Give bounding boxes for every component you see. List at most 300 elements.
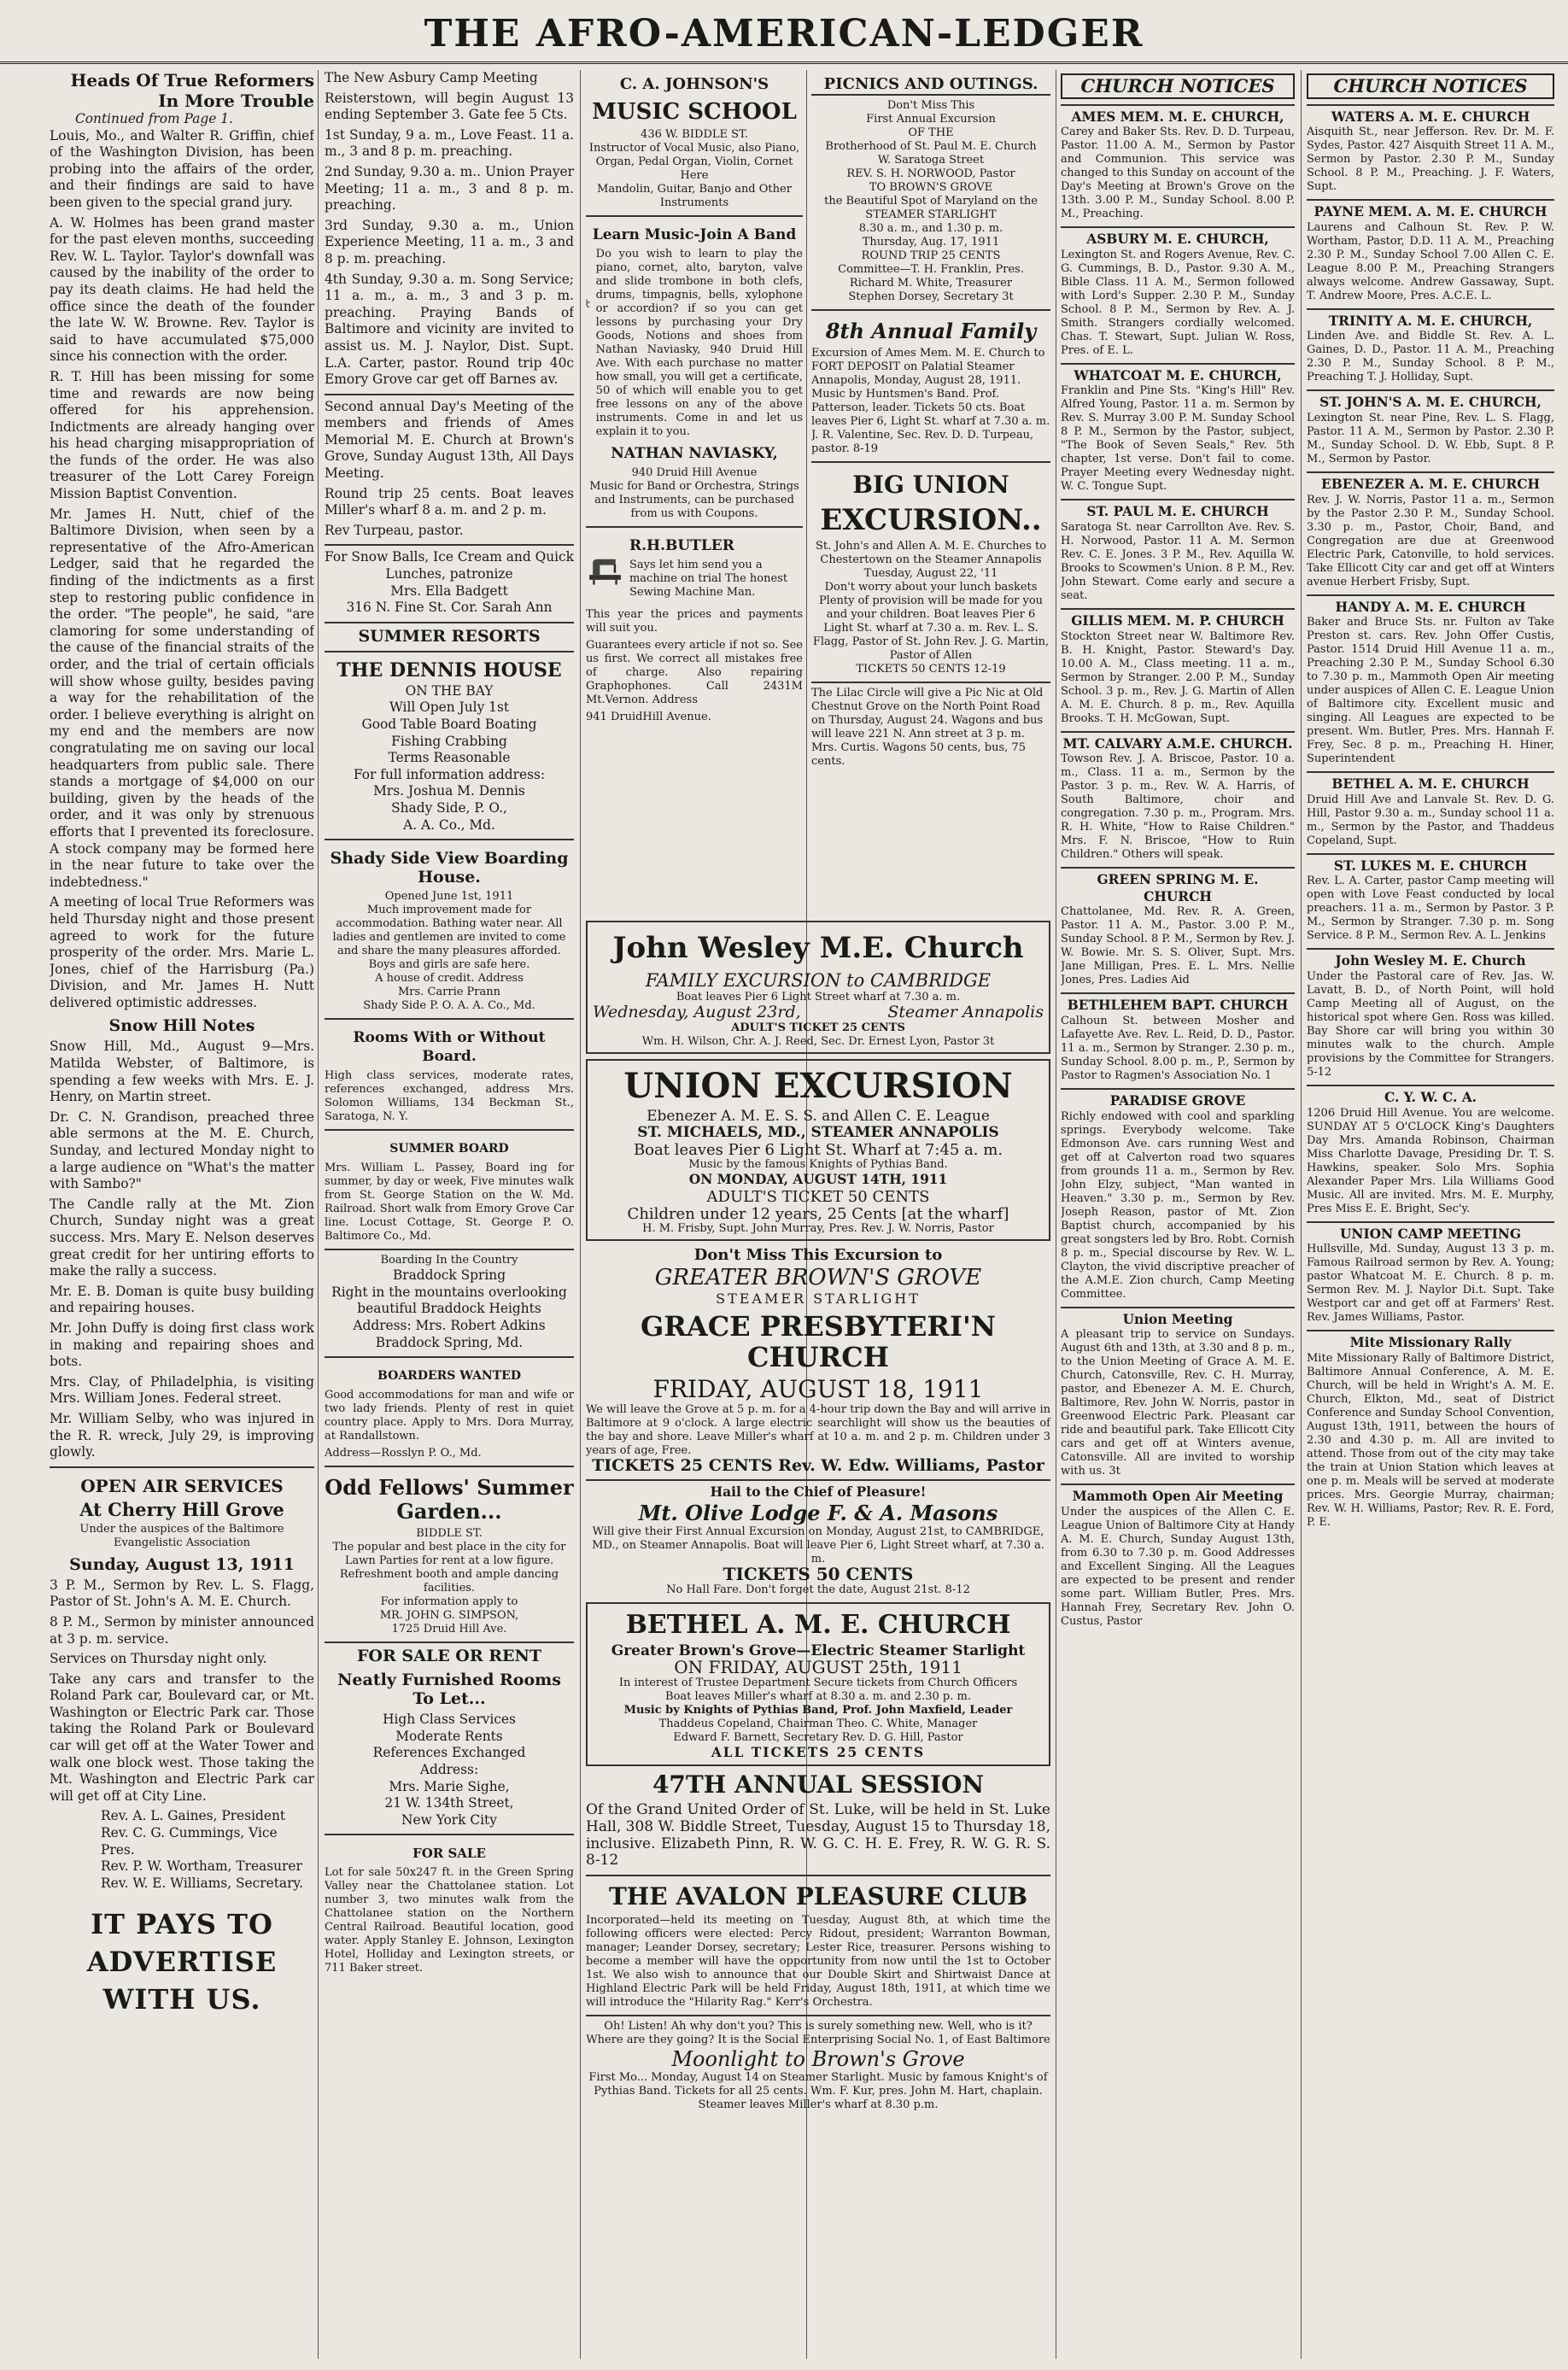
ad-line: Much improvement made for accommodation. Bathing water near. All ladies and gentlemen are invited to come and share the many pleasures afforded. <box>332 904 566 958</box>
ad-officers: Wm. H. Wilson, Chr. A. J. Reed, Sec. Dr. Ernest Lyon, Pastor 3t <box>641 1034 995 1048</box>
moonlight-ad <box>586 2015 1050 2112</box>
ad-line: Terms Reasonable <box>388 750 511 766</box>
dennis-house-ad <box>325 651 574 834</box>
mt-olive-ad <box>586 1479 1050 1596</box>
ad-body <box>325 1267 574 1351</box>
column-6 <box>1307 70 1554 2359</box>
ad-title: BETHEL A. M. E. CHURCH <box>625 1609 1011 1640</box>
grace-presbyterian-ad <box>586 1246 1050 1474</box>
ad-title: C. A. JOHNSON'S <box>619 75 769 93</box>
ad-body: Excursion of Ames Mem. M. E. Church to FORT DEPOSIT on Palatial Steamer Annapolis, Monday, August 28, 1911. Music by Huntsmen's Band. Prof. Patterson, leader. Tickets 50 cts. Boat leaves Pier 6, Light St. wharf at 7.30 a. m. J. R. Valentine, Sec. Rev. D. D. Turpeau, pastor. 8-19 <box>811 347 1050 455</box>
ad-line: Here <box>680 169 709 182</box>
ad-line: For Snow Balls, Ice Cream and Quick Lunches, patronize <box>325 549 574 582</box>
church-name: PAYNE MEM. A. M. E. CHURCH <box>1313 204 1548 220</box>
asbury-camp-notice <box>325 70 574 389</box>
ad-line: Fishing Crabbing <box>391 733 507 749</box>
ad-title: FOR SALE <box>412 1846 486 1862</box>
ad-line: STEAMER STARLIGHT <box>865 208 997 221</box>
article-body <box>50 1039 314 1460</box>
column-rule <box>1301 70 1302 2359</box>
ad-name: EXCURSION.. <box>820 503 1042 537</box>
ad-line: New York City <box>401 1811 497 1828</box>
church-notice-text: Saratoga St. near Carrollton Ave. Rev. S. H. Norwood, Pastor. 11 A. M. Sermon Rev. C. E. Jones. 3 P. M., Rev. Aquilla W. Brooks to Scowmen's Union. 8 P. M., Rev. John Stewart. Come early and secure a seat. <box>1061 520 1295 602</box>
notice-subtitle: At Cherry Hill Grove <box>79 1498 284 1520</box>
ad-name: NATHAN NAVIASKY, <box>611 445 778 462</box>
summer-resorts-header: SUMMER RESORTS <box>325 622 574 646</box>
ad-body <box>325 1069 574 1124</box>
church-name: EBENEZER A. M. E. CHURCH <box>1320 476 1541 492</box>
ad-line: Address: Mrs. Robert Adkins <box>353 1317 546 1333</box>
officer-line: Rev. A. L. Gaines, President <box>101 1808 286 1824</box>
paragraph: Snow Hill, Md., August 9—Mrs. Matilda Webster, of Baltimore, is spending a few weeks with Mrs. E. J. Henry, on Martin street. <box>50 1039 314 1105</box>
ad-date: Wednesday, August 23rd, <box>593 1003 801 1021</box>
ad-line: For full information address: <box>353 766 546 782</box>
advertise-footer <box>50 1905 314 2018</box>
church-notice-text: Rev. J. W. Norris, Pastor 11 a. m., Sermon by the Pastor 2.30 P. M., Sunday School. 3.30 p. m., Pastor, Choir, Band, and Congregation are due at Greenwood Electric Park, Catonville, to hold services. Take Ellicott City car and get off at Winters avenue Herbert Frisby, Supt. <box>1307 493 1554 588</box>
ad-title: SUMMER BOARD <box>389 1142 509 1156</box>
ad-line: Brotherhood of St. Paul M. E. Church <box>825 140 1037 153</box>
ad-line: Music by Knights of Pythias Band, Prof. John Maxfield, Leader <box>623 1703 1013 1717</box>
church-name: AMES MEM. M. E. CHURCH, <box>1071 108 1284 125</box>
ad-line: Address: <box>419 1761 479 1777</box>
ad-line: Braddock Spring, Md. <box>375 1334 524 1350</box>
footer-line: WITH US. <box>102 1983 261 2016</box>
church-name: WHATCOAT M. E. CHURCH, <box>1074 367 1282 383</box>
church-name: BETHEL A. M. E. CHURCH <box>1331 776 1530 793</box>
ad-tickets: TICKETS 50 CENTS <box>723 1563 914 1584</box>
article-body <box>50 128 314 1012</box>
ad-line: This year the prices and payments will suit you. <box>586 608 803 635</box>
ad-line: Richard M. White, Treasurer <box>849 277 1013 290</box>
bethel-ad <box>586 1602 1050 1767</box>
church-name: UNION CAMP MEETING <box>1339 1226 1522 1242</box>
notice-line: 2nd Sunday, 9.30 a. m.. Union Prayer Meeting; 11 a. m., 3 and 8 p. m. preaching. <box>325 163 574 214</box>
column-rule <box>580 70 581 2359</box>
notice-line: 4th Sunday, 9.30 a. m. Song Service; 11 a. m., a. m., 3 and 3 p. m. preaching. Praying Bands of Baltimore and vicinity are invited to assist us. M. J. Naylor, Dist. Supt. L.A. Carter, pastor. Round trip 40c Emory Grove car get off Barnes av. <box>325 271 574 388</box>
ad-line: Braddock Spring <box>392 1267 506 1284</box>
ad-date: FRIDAY, AUGUST 18, 1911 <box>652 1374 984 1403</box>
ad-line: W. Saratoga Street <box>877 154 985 167</box>
lot-for-sale-ad <box>325 1834 574 1975</box>
ad-line: ON THE BAY <box>405 682 494 699</box>
church-notice <box>1307 948 1554 1080</box>
paragraph: Mr. William Selby, who was injured in the R. R. wreck, July 29, is improving glowly. <box>50 1410 314 1460</box>
church-notice <box>1061 992 1295 1083</box>
ad-line: Instructor of Vocal Music, also Piano, Organ, Pedal Organ, Violin, Cornet <box>588 142 800 168</box>
ad-line: St. John's and Allen A. M. E. Churches to <box>815 540 1047 553</box>
ad-title: 8th Annual Family <box>825 319 1037 343</box>
column-1 <box>50 70 314 2359</box>
notice-title: OPEN AIR SERVICES <box>80 1475 284 1496</box>
ad-music: Music by the famous Knights of Pythias Band. <box>688 1158 948 1172</box>
paragraph: Mr. E. B. Doman is quite busy building and repairing houses. <box>50 1283 314 1316</box>
column-rule <box>318 70 319 2359</box>
ad-line: Stephen Dorsey, Secretary 3t <box>848 290 1014 303</box>
lilac-circle-notice: The Lilac Circle will give a Pic Nic at Old Chestnut Grove on the North Point Road on Thursday, August 24. Wagons and bus will leave 221 N. Ann street at 3 p. m. Mrs. Curtis. Wagons 50 cents, bus, 75 cents. <box>811 682 1050 769</box>
ad-title: BOARDERS WANTED <box>377 1369 521 1384</box>
church-name: BETHLEHEM BAPT. CHURCH <box>1067 998 1289 1014</box>
ad-body <box>325 1162 574 1244</box>
church-notice <box>1307 471 1554 589</box>
ad-footer: No Hall Fare. Don't forget the date, August 21st. 8-12 <box>666 1583 970 1596</box>
ad-line: Good Table Board Boating <box>361 717 537 732</box>
church-name: TRINITY A. M. E. CHURCH, <box>1328 313 1533 329</box>
avalon-club-notice <box>586 1875 1050 2010</box>
ad-tickets: TICKETS 25 CENTS Rev. W. Edw. Williams, Pastor <box>592 1455 1044 1475</box>
church-notice-text: Stockton Street near W. Baltimore Rev. B. H. Knight, Pastor. Steward's Day. 10.00 A. M., Class meeting. 11 a. m., Sermon by Stranger. 2.00 P. M., Sunday School. 3 p. m., Rev. J. G. Martin of Allen A. M. E. Church. 8 p. m., Rev. Aquilla Brooks. T. H. McGowan, Supt. <box>1061 629 1295 725</box>
ad-line: 1725 Druid Hill Ave. <box>391 1623 507 1636</box>
ad-line: 21 W. 134th Street, <box>384 1795 514 1811</box>
ad-lead: Hail to the Chief of Pleasure! <box>710 1484 927 1501</box>
ad-line: Boat leaves Pier 6 Light Street wharf at 7.30 a. m. <box>676 991 961 1004</box>
ad-title: Odd Fellows' Summer Garden... <box>325 1475 574 1524</box>
ad-line: Opened June 1st, 1911 <box>384 890 514 904</box>
ad-date: ON MONDAY, AUGUST 14TH, 1911 <box>688 1172 948 1188</box>
ad-line: Will Open July 1st <box>389 699 510 716</box>
column-5 <box>1061 70 1295 2359</box>
paragraph: A meeting of local True Reformers was held Thursday night and those present agreed to work for the future prosperity of the order. Mrs. Marie L. Jones, chief of the Harrisburg (Pa.) Division, and Mr. James H. Nutt delivered optimistic addresses. <box>50 894 314 1010</box>
church-notice-text: Linden Ave. and Biddle St. Rev. A. L. Gaines, D. D., Pastor. 11 A. M., Preaching 2.30 P. M., Sunday School. 8 P. M., Preaching T. J. Holliday, Supt. <box>1307 330 1554 384</box>
ad-officers: H. M. Frisby, Supt. John Murray, Pres. Rev. J. W. Norris, Pastor <box>642 1222 994 1236</box>
church-name: GILLIS MEM. M. P. CHURCH <box>1071 612 1284 629</box>
column-4 <box>811 70 1050 916</box>
ad-line: Guarantees every article if not so. See us first. We correct all mistakes free of charge. Also repairing Graphophones. Call 2431M Mt.Vernon. Address <box>586 639 803 706</box>
ad-body <box>586 608 803 724</box>
paragraph: Mr. James H. Nutt, chief of the Baltimore Division, when seen by a representative of the Afro-American Ledger, said that he regarded the finding of the indictments as a first step to restoring public confidence in the order. "The people", he said, "are clamoring for some understanding of the cause of the financial straits of the order, and the trial of certain officials will show whose guilty, besides paving a way for the rehabilitation of the order. I believe everything is alright on my end and the members are now congratulating me on saving our local headquarters from public sale. There stands a mortgage of $4,000 on our building, given by the heads of the order, and it was only by strenuous efforts that I prevented its foreclosure. A stock company may be formed here in the near future to take over the indebtedness." <box>50 506 314 890</box>
notice-line: Reisterstown, will begin August 13 ending September 3. Gate fee 5 Cts. <box>325 90 574 123</box>
ad-line: the Beautiful Spot of Maryland on the <box>824 195 1038 208</box>
excursion-ads <box>586 916 1050 2112</box>
notice-title: THE AVALON PLEASURE CLUB <box>608 1881 1028 1911</box>
paragraph: Dr. C. N. Grandison, preached three able sermons at the M. E. Church, Sunday, and lectured Monday night to a large audience on "What's the matter with Sambo?" <box>50 1109 314 1192</box>
notice-line: The New Asbury Camp Meeting <box>325 70 538 85</box>
odd-fellows-ad <box>325 1466 574 1636</box>
family-excursion-ad <box>811 309 1050 456</box>
ad-boat: Boat leaves Pier 6 Light St. Wharf at 7:45 a. m. <box>633 1140 1003 1159</box>
notice-line: Rev Turpeau, pastor. <box>325 522 464 538</box>
ad-line: Music for Band or Orchestra, Strings and Instruments, can be purchased from us with Coupons. <box>589 480 799 520</box>
church-notice <box>1307 389 1554 466</box>
church-notice <box>1061 499 1295 603</box>
paragraph: Mrs. Clay, of Philadelphia, is visiting Mrs. William Jones. Federal street. <box>50 1373 314 1407</box>
ad-body: Do you wish to learn to play the piano, cornet, alto, baryton, valve and slide trombone in both clefs, drums, timpagnis, bells, xylophone or accordion? if so you can get lessons by purchasing your Dry Goods, Notions and shoes from Nathan Naviasky, 940 Druid Hill Ave. With each purchase no matter how small, you will get a certificate, 50 of which will enable you to get free lessons on any of the above instruments. Come in and let us explain it to you. <box>595 248 803 438</box>
ad-title: Shady Side View Boarding House. <box>330 849 569 887</box>
ad-line: Shady Side, P. O., <box>391 799 507 816</box>
ad-subtitle: Greater Brown's Grove—Electric Steamer Starlight <box>611 1641 1026 1659</box>
paragraph: A. W. Holmes has been grand master for the past eleven months, succeeding Rev. W. L. Taylor. Taylor's downfall was caused by the inability of the order to pay its death claims. He had held the office since the death of the founder the late W. W. Browne. Rev. Taylor is said to have accumulated $75,000 since his connection with the order. <box>50 214 314 365</box>
ad-line: Mrs. Marie Sighe, <box>389 1778 510 1794</box>
paragraph: Mr. John Duffy is doing first class work in making and repairing shoes and bots. <box>50 1320 314 1370</box>
officer-line: Rev. P. W. Wortham, Treasurer <box>101 1858 302 1875</box>
ad-line: BIDDLE ST. <box>416 1527 483 1541</box>
ad-line: 8.30 a. m., and 1.30 p. m. <box>858 222 1003 235</box>
paragraph: Take any cars and transfer to the Roland Park car, Boulevard car, or Mt. Washington or Electric Park car. Those taking the Roland Park or Boulevard car will get off at the Water Tower and walk one block west. Those taking the Mt. Washington and Electric Park car will get off at City Line. <box>50 1671 314 1804</box>
notice-officers <box>101 1808 314 1892</box>
ad-children: Children under 12 years, 25 Cents [at the wharf] <box>627 1204 1009 1223</box>
church-name: HANDY A. M. E. CHURCH <box>1335 599 1526 615</box>
column-2 <box>325 70 574 2359</box>
ad-title: Learn Music-Join A Band <box>592 226 797 243</box>
ad-lead: Oh! Listen! Ah why don't you? This is surely something new. Well, who is it? Where are they going? It is the Social Enterprising Social No. 1, of East Baltimore <box>586 2019 1050 2046</box>
ad-body: Says let him send you a machine on trial The honest Sewing Machine Man. <box>629 559 788 599</box>
ad-title: UNION EXCURSION <box>623 1065 1013 1106</box>
ad-line: Mrs. Carrie Prann <box>397 986 501 999</box>
music-school-ad <box>586 75 803 210</box>
ad-line: First Annual Excursion <box>866 113 996 126</box>
open-air-services-notice <box>50 1466 314 1893</box>
church-name: Union Meeting <box>1122 1311 1233 1327</box>
church-name: ST. PAUL M. E. CHURCH <box>1086 504 1269 520</box>
ad-line: For information apply to <box>380 1595 518 1609</box>
church-name: GREEN SPRING M. E. CHURCH <box>1097 872 1259 904</box>
brotherhood-excursion-ad <box>811 99 1050 304</box>
ad-line: Right in the mountains overlooking beautiful Braddock Heights <box>331 1284 567 1317</box>
learn-music-ad <box>586 215 803 521</box>
church-notice-text: A pleasant trip to service on Sundays. August 6th and 13th, at 3.30 and 8 p. m., to the Union Meeting of Grace A. M. E. Church, Catonsville, Rev. C. H. Murray, pastor, and Ebenezer A. M. E. Church, Baltimore, Rev. John W. Norris, pastor in Greenwood Electric Park. Pleasant car ride and beautiful park. Take Ellicott City cars and get off at Winters avenue, Catonsville. All are invited to worship with us. 3t <box>1061 1328 1295 1478</box>
for-sale-header: FOR SALE OR RENT <box>325 1641 574 1665</box>
ad-body <box>586 128 803 210</box>
church-name: Mammoth Open Air Meeting <box>1072 1489 1284 1505</box>
ad-line: TICKETS 50 CENTS 12-19 <box>856 663 1006 676</box>
church-notice-text: Chattolanee, Md. Rev. R. A. Green, Pastor. 11 A. M., Pastor. 3.00 P. M., Sunday School. 8 P. M., Sermon by Rev. J. W. Bowie. Mr. S. S. Oliver, Supt. Mrs. Jane Milligan, Pres. E. L. Mrs. Nellie Jones, Pres. Ladies Aid <box>1061 905 1295 987</box>
ad-line: Boat leaves Miller's wharf at 8.30 a. m. and 2.30 p. m. <box>665 1689 971 1703</box>
john-wesley-ad <box>586 921 1050 1054</box>
ad-ticket: ADULT'S TICKET 25 CENTS <box>731 1021 905 1034</box>
footer-line: ADVERTISE <box>86 1946 278 1979</box>
church-notice <box>1061 608 1295 726</box>
ad-title: Mt. Olive Lodge F. & A. Masons <box>638 1500 998 1525</box>
ad-line: High class services, moderate rates, references exchanged, address Mrs. Solomon Williams, 134 Beckman St., Saratoga, N. Y. <box>325 1069 574 1124</box>
ad-line: Edward F. Barnett, Secretary Rev. D. G. Hill, Pastor <box>673 1730 963 1744</box>
ad-line: Address—Rosslyn P. O., Md. <box>325 1447 482 1460</box>
church-notice-list <box>1061 104 1295 1629</box>
church-notice-text: Calhoun St. between Mosher and Lafayette Ave. Rev. L. Reid, D. D., Pastor. 11 a. m., Sermon by Stranger. 2.30 p. m., Sunday School. 8.00 p. m., P., Sermon by Pastor to Ragmen's Association No. 1 <box>1061 1014 1295 1082</box>
church-notice-text: Druid Hill Ave and Lanvale St. Rev. D. G. Hill, Pastor 9.30 a. m., Sunday school 11 a. m., Sermon by the Pastor, and Thaddeus Copeland, Supt. <box>1307 793 1554 847</box>
ad-date: ON FRIDAY, AUGUST 25th, 1911 <box>674 1657 962 1678</box>
church-notice <box>1307 853 1554 944</box>
ad-line: REV. S. H. NORWOOD, Pastor <box>846 167 1015 180</box>
church-notice-text: Mite Missionary Rally of Baltimore District, Baltimore Annual Conference, A. M. E. Church, will be held in Wright's A. M. E. Church, Elkton, Md., seat of District Conference and Sunday School Convention, August 13th, 1911, between the hours of 2.30 and 4.30 p. m. All are invited to attend. Those from out of the city may take the train at Union Station which leaves at one p. m. Meals will be served at moderate prices. Mrs. Georgie Murray, chairman; Rev. W. H. Williams, Pastor; Rev. R. E. Ford, P. E. <box>1307 1351 1554 1529</box>
church-notice <box>1061 1483 1295 1629</box>
ad-line: Thaddeus Copeland, Chairman Theo. C. White, Manager <box>658 1717 978 1730</box>
ad-body <box>811 540 1050 676</box>
church-name: PARADISE GROVE <box>1109 1092 1246 1109</box>
braddock-ad <box>325 1249 574 1351</box>
notice-line: Round trip 25 cents. Boat leaves Miller's wharf 8 a. m. and 2 p. m. <box>325 485 574 518</box>
church-notice-text: Richly endowed with cool and sparkling springs. Everybody welcome. Take Edmonson Ave. cars running West and get off at Calverton road two squares from grounds 11 a. m., Sermon by Rev. John Elzy, subject, "Man wanted in Heaven." 3.30 p. m., Sermon by Rev. Joseph Reason, pastor of Mt. Zion Baptist church, accompanied by his great songsters led by Bro. Robt. Cornish 8 p. m., Special discourse by Rev. W. L. Clayton, the vivid discriptive preacher of the A.M.E. Zion church, Camp Meeting Committee. <box>1061 1109 1295 1301</box>
sewing-machine-icon <box>586 531 624 608</box>
church-name: ST. LUKES M. E. CHURCH <box>1333 857 1528 874</box>
article-headline: Snow Hill Notes <box>108 1016 255 1036</box>
snowballs-ad <box>325 544 574 616</box>
paragraph: 3 P. M., Sermon by Rev. L. S. Flagg, Pastor of St. John's A. M. E. Church. <box>50 1577 314 1610</box>
church-notice-text: Baker and Bruce Sts. nr. Fulton av Take Preston st. cars. Rev. John Offer Custis, Pastor. 1514 Druid Hill Avenue 11 a. m., Preaching 2.30 P. M., Sunday School 6.30 to 7.30 p. m., Mammoth Open Air meeting under auspices of Allen C. E. League Union of Baltimore city. Excellent music and singing. All Leagues are expected to be present. Wm. Butler, Pres. Mrs. Hannah F. Frey, Sec. 8 p. m., Preaching H. Hiner, Superintendent <box>1307 616 1554 766</box>
ad-line: Lot for sale 50x247 ft. in the Green Spring Valley near the Chattolanee station. Lot number 3, two minutes walk from the Chattolanee station on the Northern Central Railroad. Beautiful location, good water. Apply Stanley E. Johnson, Lexington Hotel, Holliday and Lexington streets, or 711 Baker street. <box>325 1866 574 1975</box>
ad-body <box>325 1527 574 1636</box>
church-name: MT. CALVARY A.M.E. CHURCH. <box>1062 735 1293 752</box>
ad-line: Mrs. Ella Badgett <box>390 582 508 599</box>
ad-line: A house of credit. Address <box>375 972 524 986</box>
ad-title: Boarding In the Country <box>380 1254 518 1267</box>
boarders-ad <box>325 1356 574 1460</box>
ad-title: Neatly Furnished Rooms To Let... <box>337 1671 561 1709</box>
paragraph: R. T. Hill has been missing for some time and rewards are now being offered for his apprehension. Indictments are already hanging over his head charging misappropriation of the funds of the order. He was also treasurer of the Lott Carey Foreign Mission Baptist Convention. <box>50 368 314 502</box>
church-notice <box>1307 199 1554 303</box>
officer-line: Rev. C. G. Cummings, Vice Pres. <box>101 1825 278 1858</box>
ad-line: OF THE <box>908 126 954 139</box>
ad-line: 941 DruidHill Avenue. <box>586 711 711 723</box>
column-3 <box>586 70 803 916</box>
notice-line: Second annual Day's Meeting of the members and friends of Ames Memorial M. E. Church at Brown's Grove, Sunday August 13th, All Days Meeting. <box>325 398 574 482</box>
article-headline: Heads Of True Reformers In More Trouble <box>70 70 314 111</box>
ad-line: References Exchanged <box>372 1745 526 1761</box>
church-notice <box>1061 104 1295 222</box>
church-notice <box>1307 104 1554 195</box>
ad-line: Moderate Rents <box>395 1728 503 1744</box>
ad-body: We will leave the Grove at 5 p. m. for a 4-hour trip down the Bay and will arrive in Baltimore at 9 o'clock. A large electric searchlight will show us the beauties of the bay and shore. Leave Miller's wharf at 10 a. m. and 2 p. m. Children under 3 years of age, Free. <box>586 1402 1050 1457</box>
ad-title: BIG UNION <box>852 471 1009 499</box>
cornet-icon <box>586 248 591 359</box>
ad-title: THE DENNIS HOUSE <box>336 658 562 682</box>
notice-body: Of the Grand United Order of St. Luke, will be held in St. Luke Hall, 308 W. Biddle Street, Tuesday, August 15 to Thursday 18, inclusive. Elizabeth Pinn, R. W. G. C. H. E. Frey, R. W. G. R. S. 8-12 <box>586 1801 1050 1870</box>
church-name: WATERS A. M. E. CHURCH <box>1331 108 1530 125</box>
ad-date-row <box>593 1004 1044 1021</box>
notice-title: 47TH ANNUAL SESSION <box>652 1770 985 1799</box>
notice-line: 1st Sunday, 9 a. m., Love Feast. 11 a. m., 3 and 8 p. m. preaching. <box>325 126 574 160</box>
church-notice <box>1061 731 1295 863</box>
masthead <box>0 0 1568 64</box>
ad-line: Chestertown on the Steamer Annapolis <box>820 553 1042 566</box>
church-notice-text: Lexington St. and Rogers Avenue, Rev. C. G. Cummings, B. D., Pastor. 9.30 A. M., Bible Class. 11 A. M., Sermon followed with Lord's Supper. 2.30 P. M., Sunday School. 8 P. M., Sermon by Rev. A. J. Smith. Strangers cordially welcomed. Chas. T. Stewart, Supt. Julian W. Ross, Pres. of E. L. <box>1061 248 1295 357</box>
ad-line: Thursday, Aug. 17, 1911 <box>862 236 1000 249</box>
church-notice-text: Under the Pastoral care of Rev. Jas. W. Lavatt, B. D., of North Point, will hold Camp Meeting all of August, on the historical spot where Gen. Ross was killed. Bay Shore car will bring you within 30 minutes walk to the church. Ample provisions by the Committee for Strangers. 5-12 <box>1307 969 1554 1079</box>
big-union-ad <box>811 461 1050 676</box>
ad-line: Good accommodations for man and wife or two lady friends. Plenty of rest in quiet country place. Apply to Mrs. Dora Murray, at Randallstown. <box>325 1389 574 1443</box>
ad-body: Will give their First Annual Excursion on Monday, August 21st, to CAMBRIDGE, MD., on Steamer Annapolis. Boat will leave Pier 6, Light Street wharf, at 7.30 a. m. <box>592 1524 1044 1565</box>
church-notice <box>1061 1088 1295 1302</box>
shady-side-ad <box>325 839 574 1013</box>
ad-body <box>325 1712 574 1829</box>
church-notices-header: CHURCH NOTICES <box>1307 73 1554 99</box>
ad-name: MUSIC SCHOOL <box>592 99 797 125</box>
church-notice <box>1307 594 1554 767</box>
ad-body <box>325 890 574 1013</box>
ad-grove: GREATER BROWN'S GROVE <box>654 1265 982 1291</box>
ad-line: The popular and best place in the city for Lawn Parties for rent at a low figure. Refreshment booth and ample dancing facilities. <box>332 1541 566 1595</box>
ad-body <box>325 683 574 834</box>
church-notice-text: Towson Rev. J. A. Briscoe, Pastor. 10 a. m., Class. 11 a. m., Sermon by the Pastor. 3 p. m., Rev. W. A. Harris, of South Baltimore, choir and congregation. 7.30 p. m., Program. Mrs. R. H. White, "How to Raise Children." Mrs. F. N. Briscoe, "How to Ruin Children." Others will speak. <box>1061 752 1295 862</box>
ad-body <box>586 2071 1050 2112</box>
ad-title: Rooms With or Without Board. <box>353 1029 546 1066</box>
ad-line: A. A. Co., Md. <box>403 816 495 833</box>
ad-body <box>325 1389 574 1460</box>
ad-line: Mrs. Joshua M. Dennis <box>373 783 525 799</box>
ad-steamer: STEAMER STARLIGHT <box>716 1290 921 1308</box>
ad-line: Tuesday, August 22, '11 <box>863 567 998 580</box>
church-notice-text: Franklin and Pine Sts. "King's Hill" Rev. Alfred Young, Pastor. 11 a. m. Sermon by Rev. S. Murray 3.00 P. M. Sunday School 8 P. M., Sermon by the Pastor, subject, "The Book of Seven Seals," Rev. 5th chapter, 1st verse. Don't fail to come. Prayer Meeting every Wednesday night. W. C. Tongue Supt. <box>1061 384 1295 494</box>
church-notice-text: Hullsville, Md. Sunday, August 13 3 p. m. Famous Railroad sermon by Rev. A. Young; pastor Whatcoat M. E. Church. 8 p. m. Sermon Rev. M. J. Naylor Di.t. Supt. Take Westport car and get off at Farmers' Rest. Rev. James Williams, Pastor. <box>1307 1243 1554 1325</box>
ad-line: 436 W. BIDDLE ST. <box>641 128 748 141</box>
church-notice <box>1307 771 1554 848</box>
ad-line: Shady Side P. O. A. A. Co., Md. <box>363 999 535 1013</box>
ad-title: John Wesley M.E. Church <box>612 931 1024 965</box>
church-notice-text: Laurens and Calhoun St. Rev. P. W. Wortham, Pastor, D.D. 11 A. M., Preaching 2.30 P. M., Sunday School 7.00 Allen C. E. League 8.00 P. M., Preaching Strangers always welcome. Andrew Gassaway, Supt. T. Andrew Moore, Pres. A.C.E. L. <box>1307 220 1554 302</box>
notice-date: Sunday, August 13, 1911 <box>69 1554 295 1574</box>
church-notice <box>1061 867 1295 987</box>
rooms-ad <box>325 1018 574 1124</box>
ad-line: Mrs. William L. Passey, Board ing for summer, by day or week, Five minutes walk from St. George Station on the W. Md. Railroad. Short walk from Emory Grove Car line. Locust Cottage, St. George P. O. Baltimore Co., Md. <box>325 1162 574 1244</box>
church-notice-text: Carey and Baker Sts. Rev. D. D. Turpeau, Pastor. 11.00 A. M., Sermon by Pastor and Communion. This service was changed to this Sunday on account of the Day's Meeting at Brown's Grove on the 13th. 3.00 P. M., Sunday School. 8.00 P. M., Preaching. <box>1061 126 1295 221</box>
church-name: John Wesley M. E. Church <box>1335 953 1526 969</box>
section-header: PICNICS AND OUTINGS. <box>811 75 1050 96</box>
ad-line: Don't worry about your lunch baskets Plenty of provision will be made for you and your children. Boat leaves Pier 6 Light St. wharf at 7.30 a. m. Rev. L. S. Flagg, Pastor of St. John Rev. J. G. Martin, Pastor of Allen <box>812 581 1050 662</box>
church-notice <box>1061 1307 1295 1479</box>
church-notice <box>1307 1330 1554 1530</box>
footer-line: IT PAYS TO <box>91 1908 273 1941</box>
ad-line: Boys and girls are safe here. <box>368 958 530 972</box>
church-name: ASBURY M. E. CHURCH, <box>1086 231 1269 248</box>
ad-title: Moonlight to Brown's Grove <box>671 2046 965 2071</box>
newspaper-title: THE AFRO-AMERICAN-LEDGER <box>424 12 1144 56</box>
notice-body: Incorporated—held its meeting on Tuesday, August 8th, at which time the following officers were elected: Percy Ridout, president; Warranton Bowman, manager; Leander Dorsey, secretary; Lester Rice, treasurer. Persons wishing to become a member will have the opportunity from now until the 1st to October 1st. We also wish to announce that our Double Skirt and Shirtwaist Dance at Highland Electric Park will be held Friday, August 18th, 1911, at which time we will introduce the "Hilarity Rag." Kerr's Orchestra. <box>586 1913 1050 2009</box>
church-notice-list <box>1307 104 1554 1530</box>
ad-line: Committee—T. H. Franklin, Pres. <box>838 263 1024 276</box>
notice-line: 3rd Sunday, 9.30 a. m., Union Experience Meeting, 11 a. m., 3 and 8 p. m. preaching. <box>325 217 574 266</box>
church-notices-header: CHURCH NOTICES <box>1061 73 1295 99</box>
ad-subtitle: FAMILY EXCURSION to CAMBRIDGE <box>645 970 992 991</box>
notice-body <box>50 1577 314 1805</box>
church-notice-text: Aisquith St., near Jefferson. Rev. Dr. M. F. Sydes, Pastor. 427 Aisquith Street 11 A. M., Sermon by Pastor. 2.30 P. M., Sunday School. 8 P. M., Preaching. J. F. Waters, Supt. <box>1307 126 1554 194</box>
ad-line: In interest of Trustee Department Secure tickets from Church Officers <box>618 1676 1018 1689</box>
ad-line: 940 Druid Hill Avenue <box>631 466 758 479</box>
ad-title: R.H.BUTLER <box>629 537 734 554</box>
ad-line: Mandolin, Guitar, Banjo and Other Instruments <box>597 183 792 209</box>
continuation-note: Continued from Page 1. <box>75 111 233 126</box>
church-notice <box>1061 363 1295 494</box>
ad-body <box>586 466 803 521</box>
rooms-to-let-ad <box>325 1671 574 1829</box>
union-excursion-ad <box>586 1059 1050 1242</box>
annual-session-notice <box>586 1771 1050 1869</box>
church-name: ST. JOHN'S A. M. E. CHURCH, <box>1319 395 1542 411</box>
ad-line: TO BROWN'S GROVE <box>869 181 993 194</box>
church-notice-text: Under the auspices of the Allen C. E. League Union of Baltimore City at Handy A. M. E. Church, Sunday August 13th, from 6.30 to 7.30 p. m. Good Addresses and Excellent Singing. All the Leagues are expected to be present and render some part. William Butler, Pres. Mrs. Hannah Frey, Secretary Rev. John O. Custus, Pastor <box>1061 1505 1295 1628</box>
church-notice-text: Rev. L. A. Carter, pastor Camp meeting will open with Love Feast conducted by local preachers. 11 a. m., Sermon by Pastor. 3 P. M., Sermon by Stranger. 7.30 p. m. Song Service. 8 P. M., Sermon Rev. A. L. Jenkins <box>1307 875 1554 943</box>
ad-line: First Mo... Monday, August 14 on Steamer Starlight. Music by famous Knight's of Pythias Band. Tickets for all 25 cents. Wm. F. Kur, pres. John M. Hart, chaplain. Steamer leaves Miller's wharf at 8.30 p.m. <box>588 2070 1048 2111</box>
church-name: Mite Missionary Rally <box>1349 1335 1512 1351</box>
church-notice <box>1307 308 1554 385</box>
officer-line: Rev. W. E. Williams, Secretary. <box>101 1875 303 1891</box>
church-notice <box>1061 226 1295 358</box>
ad-body <box>325 1866 574 1975</box>
ad-subtitle: Ebenezer A. M. E. S. S. and Allen C. E. League <box>647 1107 990 1125</box>
ad-ticket: ADULT'S TICKET 50 CENTS <box>706 1187 930 1206</box>
ad-line: MR. JOHN G. SIMPSON, <box>379 1609 519 1623</box>
paragraph: 8 P. M., Sermon by minister announced at 3 p. m. service. <box>50 1613 314 1647</box>
church-notice <box>1307 1085 1554 1216</box>
ad-lead: Don't Miss This Excursion to <box>693 1246 943 1265</box>
notice-auspices: Under the auspices of the Baltimore Evangelistic Association <box>79 1522 284 1549</box>
ad-line: 316 N. Fine St. Cor. Sarah Ann <box>346 600 553 616</box>
paragraph: Services on Thursday night only. <box>50 1651 267 1667</box>
sewing-machine-ad <box>586 526 803 724</box>
church-name: C. Y. W. C. A. <box>1384 1089 1477 1105</box>
ad-line: High Class Services <box>383 1712 516 1728</box>
ad-steamer: Steamer Annapolis <box>887 1003 1044 1021</box>
church-notice <box>1307 1221 1554 1325</box>
ad-tickets: ALL TICKETS 25 CENTS <box>711 1744 926 1760</box>
ad-destination: ST. MICHAELS, MD., STEAMER ANNAPOLIS <box>637 1124 999 1142</box>
